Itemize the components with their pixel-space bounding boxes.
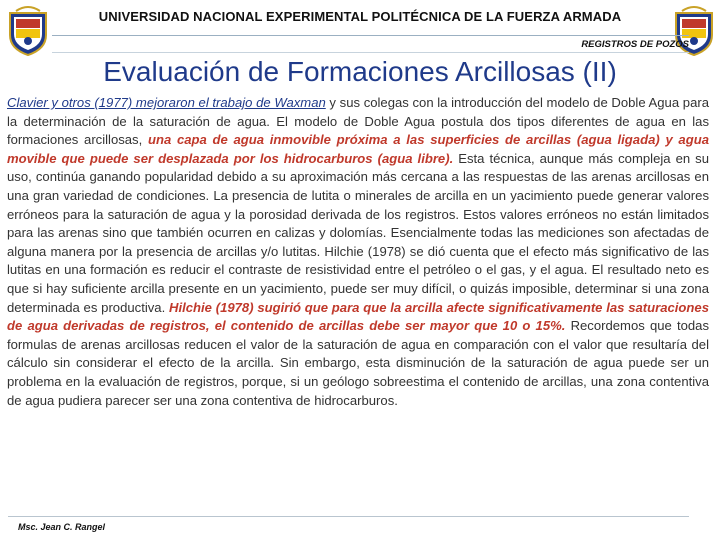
author-footer: Msc. Jean C. Rangel — [18, 522, 106, 532]
course-subheader: REGISTROS DE POZOS — [581, 39, 689, 50]
footer-divider — [8, 516, 689, 517]
highlight-two-water-types: una capa de agua inmovible próxima a las superficies de arcillas (agua ligada) y agua movible que puede ser desplazada por los hidrocarburos (agua libre). — [7, 132, 709, 166]
university-header: UNIVERSIDAD NACIONAL EXPERIMENTAL POLITÉCNICA DE LA FUERZA ARMADA — [98, 9, 622, 24]
body-text-part: y sus colegas con la introducción del modelo de Doble Agua para la determinación de la saturación de agua. El modelo de Doble Agua postula dos tipos diferentes de agua en las formaciones arcillosas, — [7, 95, 710, 148]
body-text-part: Esta técnica, aunque más compleja en su uso, continúa ganando popularidad debido a su aproximación más cercana a las respuestas de las arenas arcillosas en una gran variedad de condiciones. La presencia de lutita o minerales de arcilla en un yacimiento puede generar valores erróneos para la saturación de agua y la porosidad derivada de los registros. Estos valores erróneos no están limitados para las arenas sino que también ocurren en calizas y dolomías. Esencialmente todas las mediciones son afectadas de alguna manera por la presencia de arcillas y/o lutitas. Hilchie (1978) se dió cuenta que el efecto más significativo de las lutitas en una formación es reducir el contraste de resistividad entre el petróleo o el gas, y el agua. El resultado neto es que si hay suficiente arcilla presente en un yacimiento, puede ser muy difícil, o quizás imposible, determinar si una zona determinada es productiva. — [7, 150, 710, 315]
body-paragraph — [7, 94, 709, 410]
highlight-hilchie-clay-content: Hilchie (1978) sugirió que para que la arcilla afecte significativamente las saturaciones de agua derivadas de registros, el contenido de arcillas debe ser mayor que 10 o 15%. — [7, 299, 709, 334]
citation-underlined: Clavier y otros (1977) mejoraron el trabajo de Waxman — [7, 95, 326, 110]
header-divider — [52, 35, 689, 36]
slide-title: Evaluación de Formaciones Arcillosas (II) — [103, 56, 617, 87]
body-text-part: Recordemos que todas formulas de arenas arcillosas reducen el valor de la saturación de agua en comparación con el valor que resultaría del cálculo sin considerar el efecto de la arcilla. Sin embargo, esta disminución de la saturación de agua puede ser un problema en la evaluación de registros, porque, si un geólogo sobreestima el contenido de arcillas, una zona contentiva de agua pudiera parecer ser una zona contentiva de hidrocarburos. — [7, 318, 709, 408]
subheader-divider — [52, 52, 689, 53]
